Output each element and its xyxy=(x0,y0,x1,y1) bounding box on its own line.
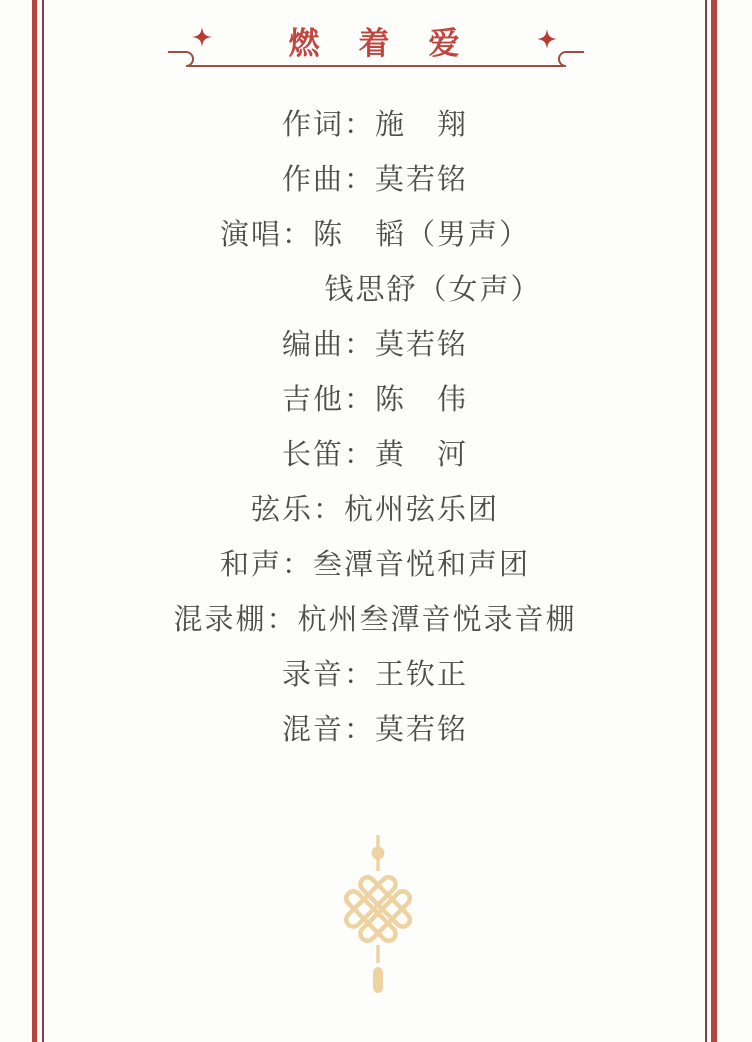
credit-line-vocal-male: 演唱：陈 韬（男声） xyxy=(219,219,530,251)
credit-line-arranger: 编曲：莫若铭 xyxy=(281,329,468,361)
credit-line-guitar: 吉他：陈 伟 xyxy=(281,384,468,416)
left-outer-border-line xyxy=(32,0,37,1042)
credit-line-strings: 弦乐：杭州弦乐团 xyxy=(250,494,499,526)
right-outer-border-line xyxy=(711,0,717,1042)
credit-line-recording: 录音：王钦正 xyxy=(281,659,468,691)
credit-line-flute: 长笛：黄 河 xyxy=(281,439,468,471)
credits-list xyxy=(44,98,706,758)
credit-line-composer: 作曲：莫若铭 xyxy=(281,164,468,196)
scroll-divider-line xyxy=(168,46,584,72)
credit-line-lyricist: 作词：施 翔 xyxy=(281,109,468,141)
credit-line-mixing: 混音：莫若铭 xyxy=(281,714,468,746)
credit-line-studio: 混录棚：杭州叁潭音悦录音棚 xyxy=(173,604,577,636)
chinese-knot-icon xyxy=(318,832,438,996)
sparkle-icon-left xyxy=(191,26,213,48)
credit-line-vocal-female: 钱思舒（女声） xyxy=(324,274,542,306)
credit-line-harmony: 和声：叁潭音悦和声团 xyxy=(219,549,530,581)
song-title: 燃 着 爱 xyxy=(288,26,464,61)
